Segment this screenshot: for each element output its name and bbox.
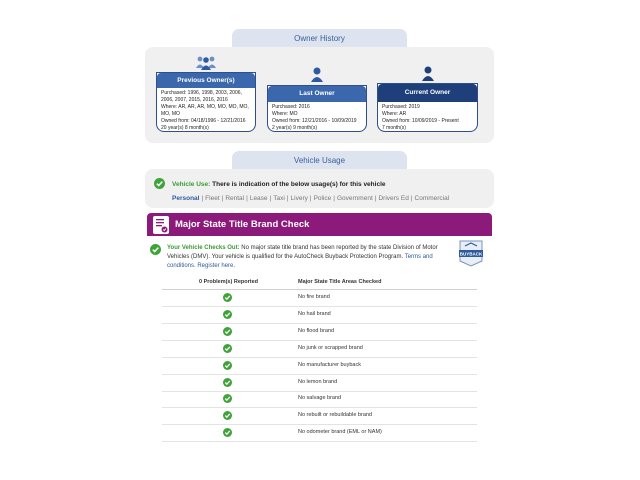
table-row: [162, 358, 477, 375]
last-owner-card: [267, 85, 367, 132]
vehicle-usage-panel: [145, 169, 494, 208]
check-icon: [223, 293, 232, 302]
title-area-label: No odometer brand (EML or NAM): [298, 429, 382, 436]
title-area-label: No salvage brand: [298, 395, 342, 402]
vehicle-use-label: Vehicle Use:: [172, 181, 211, 188]
usage-type-item: Lease: [249, 195, 268, 202]
usage-separator: |: [221, 195, 224, 202]
areas-checked-header: Major State Title Areas Checked: [298, 279, 382, 285]
table-row: [162, 408, 477, 425]
check-icon: [154, 178, 165, 189]
usage-type-item: Personal: [172, 195, 200, 202]
current-owner-details: Purchased: 2019 Where: AR Owned from: 10/09/2019 - Present 7 month(s): [382, 104, 459, 131]
usage-separator: |: [286, 195, 289, 202]
buyback-badge-label: BUYBACK: [459, 251, 483, 257]
checkout-text: No major state title brand has been reported by the state Division of Motor Vehicles (DMV). Your vehicle is qualified for the AutoCheck Buyback Protection Program.: [167, 245, 438, 260]
title-area-label: No hail brand: [298, 310, 331, 317]
usage-separator: |: [374, 195, 377, 202]
title-area-label: No junk or scrapped brand: [298, 344, 363, 351]
usage-type-item: Fleet: [205, 195, 220, 202]
people-group-icon: [195, 56, 217, 70]
usage-separator: |: [333, 195, 335, 202]
table-row: [162, 307, 477, 324]
table-row: [162, 391, 477, 408]
usage-type-item: Rental: [225, 195, 245, 202]
last-owner-details: Purchased: 2016 Where: MO Owned from: 12/21/2016 - 10/09/2019 2 year(s) 9 month(s): [272, 104, 357, 131]
usage-separator: |: [201, 195, 204, 202]
table-row: [162, 290, 477, 307]
current-owner-header: Current Owner: [378, 84, 477, 102]
person-icon: [421, 66, 435, 81]
vehicle-usage-title: Vehicle Usage: [232, 151, 407, 170]
check-icon: [223, 361, 232, 370]
usage-separator: |: [309, 195, 312, 202]
check-icon: [223, 327, 232, 336]
check-icon: [223, 394, 232, 403]
usage-type-item: Drivers Ed: [378, 195, 409, 202]
usage-type-item: Commercial: [414, 195, 450, 202]
buyback-badge-icon: [457, 239, 485, 267]
owner-history-title: Owner History: [232, 29, 407, 48]
check-icon: [223, 428, 232, 437]
current-owner-card: [377, 83, 478, 132]
check-icon: [223, 344, 232, 353]
check-icon: [150, 244, 161, 255]
checkout-message: [167, 244, 449, 271]
previous-owners-card: [156, 72, 256, 132]
problems-reported-header: 0 Problem(s) Reported: [199, 279, 258, 285]
title-area-label: No rebuilt or rebuildable brand: [298, 412, 372, 419]
usage-separator: |: [269, 195, 272, 202]
checkout-label: Your Vehicle Checks Out:: [167, 245, 240, 251]
vehicle-use-statement: [172, 181, 386, 188]
title-area-label: No flood brand: [298, 327, 335, 334]
table-row: [162, 324, 477, 341]
usage-separator: |: [246, 195, 248, 202]
table-row: [162, 375, 477, 392]
usage-type-item: Taxi: [273, 195, 285, 202]
check-icon: [223, 411, 232, 420]
usage-separator: |: [410, 195, 413, 202]
previous-owners-header: Previous Owner(s): [157, 73, 255, 88]
previous-owners-details: Purchased: 1996, 1998, 2003, 2006, 2006, 2007, 2015, 2016, 2016 Where: AR, AR, AR, MO, MO, MO, MO, MO, MO Owned from: 04/18/1996 - 12/21/2016 20 year(s) 8 month(s): [161, 90, 249, 131]
table-row: [162, 425, 477, 442]
usage-type-item: Livery: [290, 195, 308, 202]
title-area-label: No fire brand: [298, 294, 330, 300]
check-icon: [223, 310, 232, 319]
terms-register-link[interactable]: Terms and conditions. Register here.: [167, 254, 433, 269]
document-icon: [153, 216, 169, 234]
usage-type-item: Government: [336, 195, 373, 202]
title-brand-heading: Major State Title Brand Check: [175, 219, 310, 230]
title-area-label: No manufacturer buyback: [298, 361, 361, 368]
last-owner-header: Last Owner: [268, 86, 366, 102]
check-icon: [223, 378, 232, 387]
table-row: [162, 341, 477, 358]
vehicle-use-text: There is indication of the below usage(s) for this vehicle: [212, 181, 386, 188]
usage-type-item: Police: [313, 195, 332, 202]
title-area-label: No lemon brand: [298, 378, 338, 385]
person-icon: [310, 67, 324, 82]
usage-type-list: [172, 195, 449, 202]
